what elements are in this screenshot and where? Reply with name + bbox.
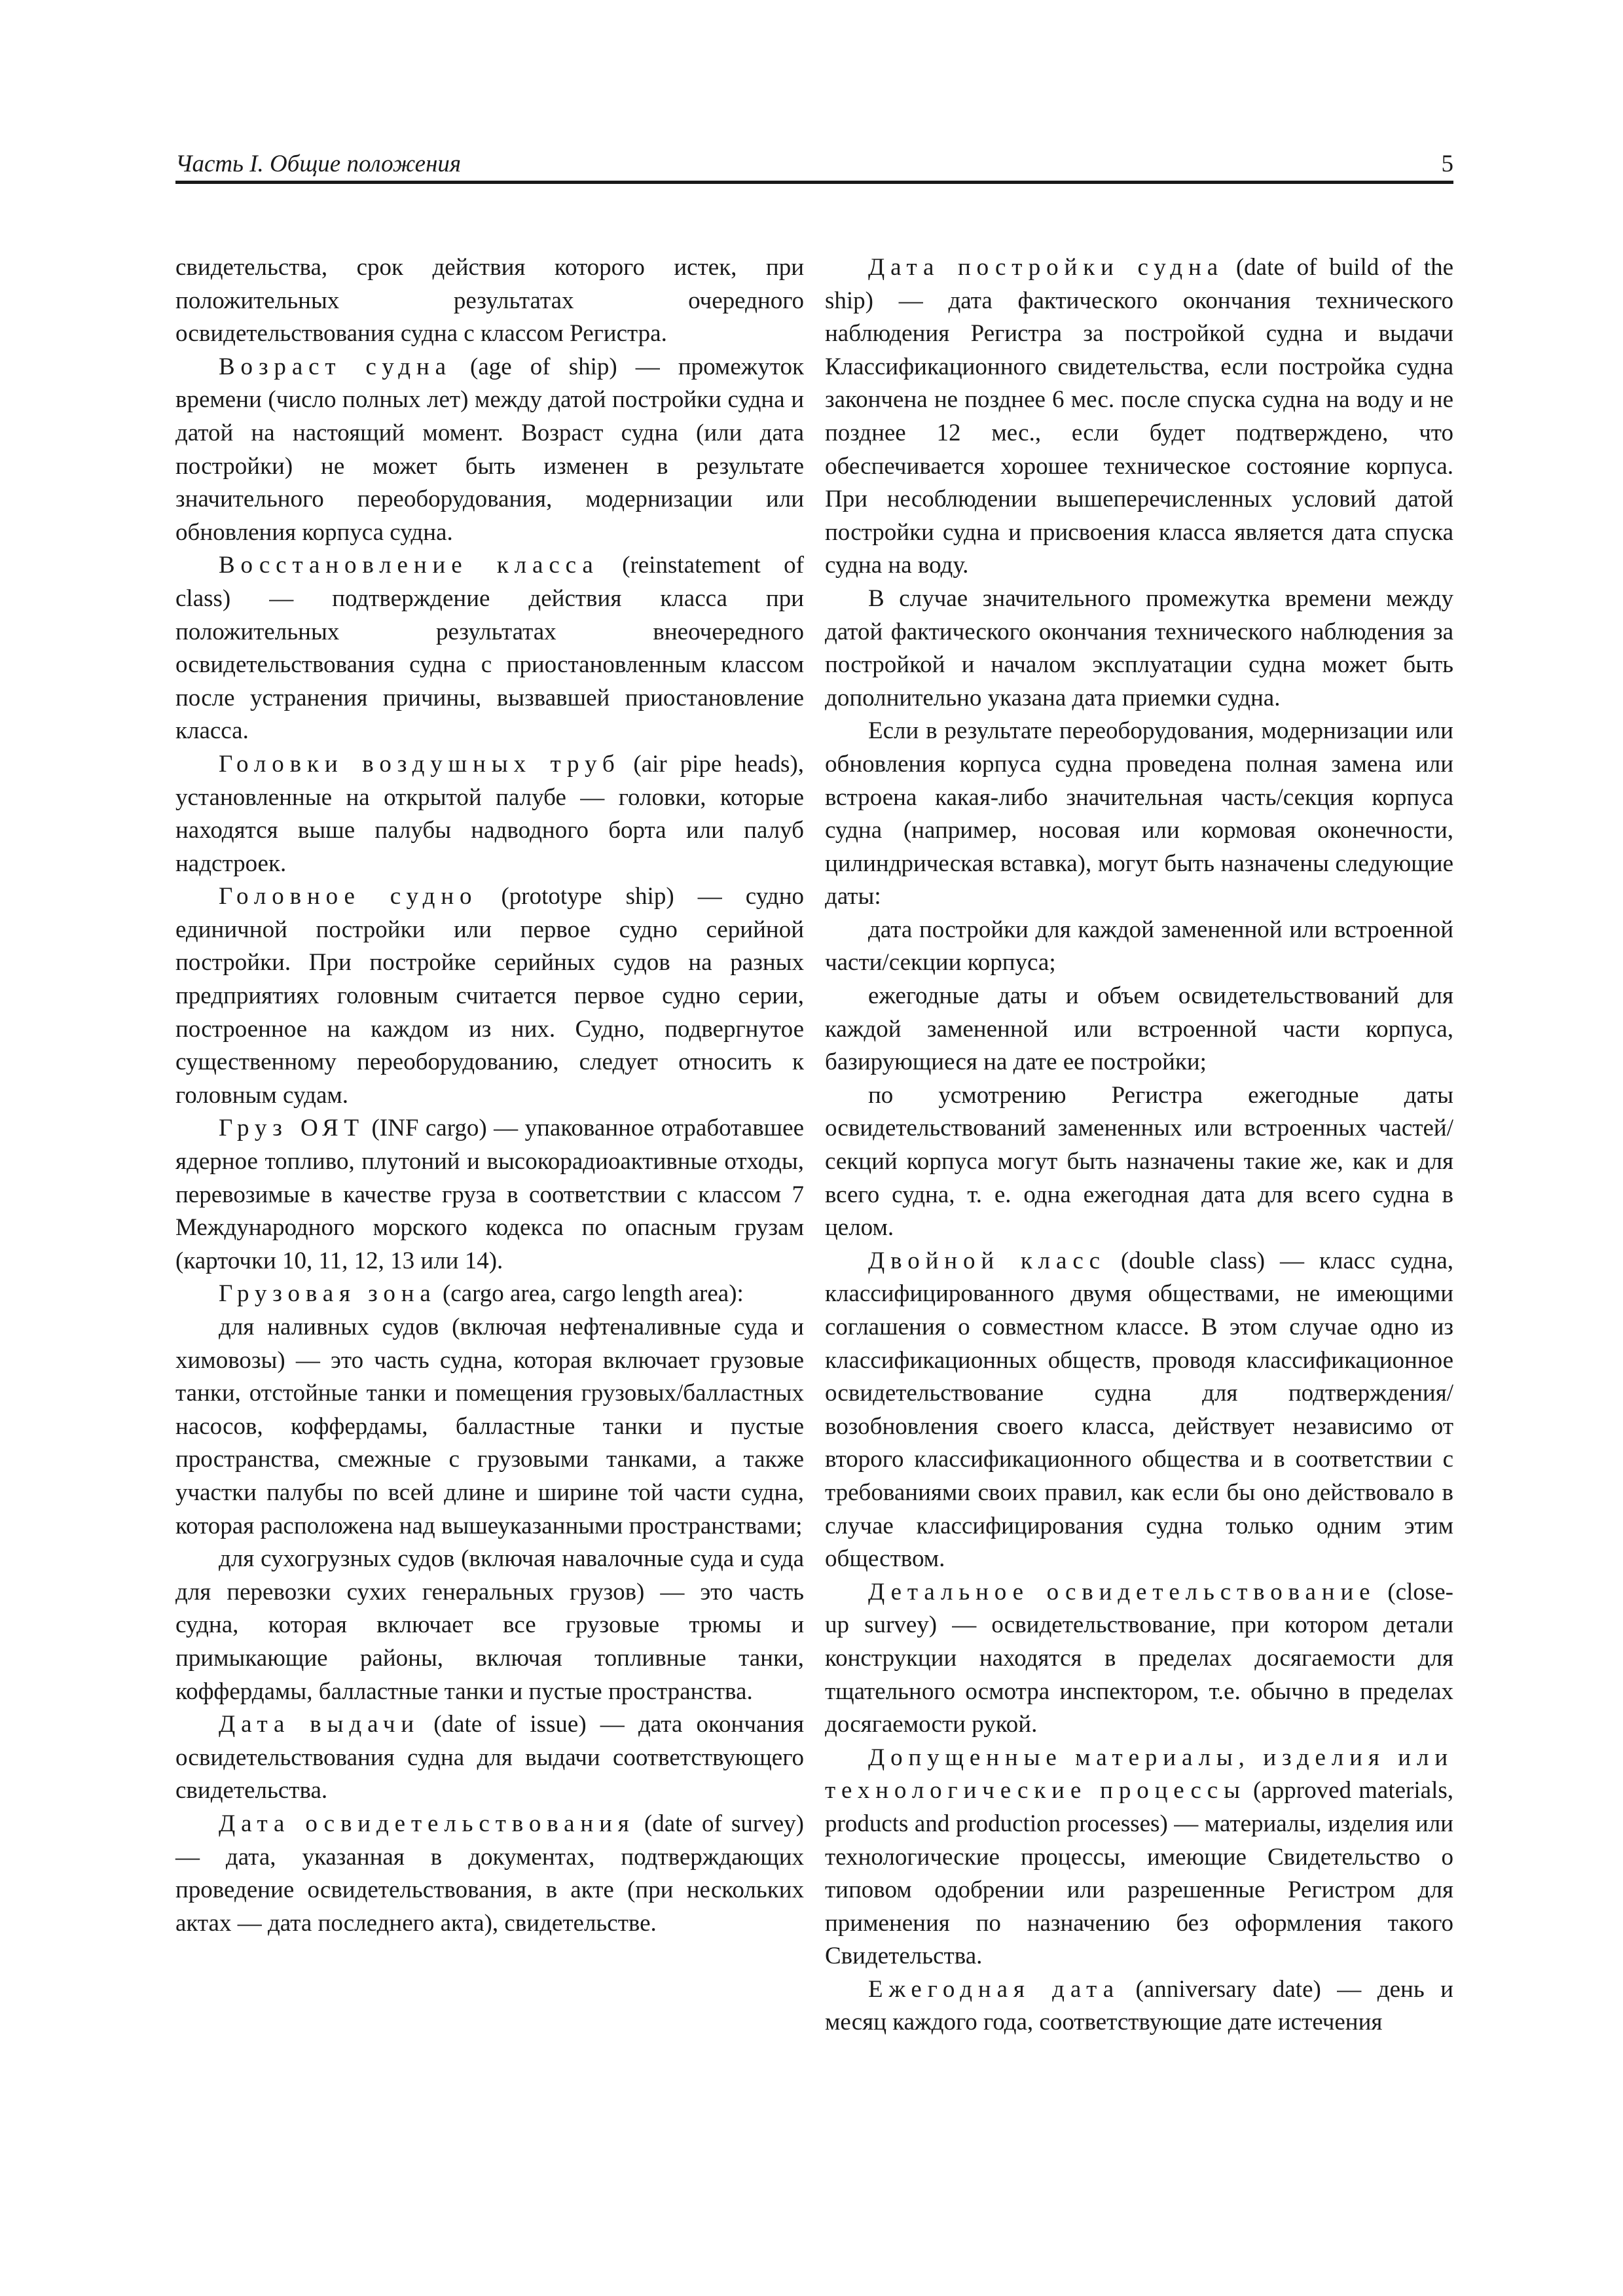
- paragraph: Головное судно (prototype ship) — судно единичной постройки или первое судно серийной постройки. При постройке серийных судов на разных предприятиях головным считается первое судно серии, построенное на каждом из них. Судно, подвергнутое существенному переоборудованию, следует относить к головным судам.: [175, 883, 805, 1109]
- paragraph: Допущенные материалы, изделия или технологические процессы (approved materials, products and production processes) — материалы, изделия или технологические процессы, имеющие Свидетельство о типовом одобрении или разрешенные Регистром для применения по назначению без оформления такого Свидетельства.: [825, 1744, 1454, 1970]
- term: Дата выдачи: [219, 1711, 420, 1738]
- section-title: Часть I. Общие положения: [175, 151, 462, 177]
- paragraph: Груз ОЯТ (INF cargo) — упакованное отработавшее ядерное топливо, плутоний и высокорадиоактивные отходы, перевозимые в качестве груза в соответствии с классом 7 Международного морского кодекса по опасным грузам (карточки 10, 11, 12, 13 или 14).: [175, 1115, 804, 1274]
- paragraph: для сухогрузных судов (включая навалочные суда и суда для перевозки сухих генеральных грузов) — это часть судна, которая включает все грузовые трюмы и примыкающие районы, включая топливные танки, коффердамы, балластные танки и пустые пространства.: [175, 1545, 804, 1705]
- term: Головное судно: [219, 883, 478, 910]
- paragraph: Головки воздушных труб (air pipe heads), установленные на открытой палубе — головки, которые находятся выше палубы надводного борта или палуб надстроек.: [175, 750, 804, 877]
- paragraph: Двойной класс (double class) — класс судна, классифицированного двумя обществами, не имеющими соглашения о совместном классе. В этом случае одно из классификационных обществ, проводя классификационное освидетельствование судна для подтверждения/возобновления своего класса, действует независимо от второго классификационного общества и в соответствии с требованиями своих правил, как если бы оно действовало в случае классифицирования судна только одним этим обществом.: [825, 1247, 1453, 1573]
- paragraph: Дата постройки судна (date of build of the ship) — дата фактического окончания технического наблюдения Регистра за постройкой судна и выдачи Классификационного свидетельства, если постройка судна закончена не позднее 6 мес. после спуска судна на воду и не позднее 12 мес., если будет подтверждено, что обеспечивается хорошее техническое состояние корпуса. При несоблюдении вышеперечисленных условий датой постройки судна и присвоения класса является дата спуска судна на воду.: [825, 254, 1453, 579]
- term: Дата постройки судна: [868, 254, 1224, 281]
- term: Головки воздушных труб: [219, 750, 621, 778]
- paragraph: Дата выдачи (date of issue) — дата окончания освидетельствования судна для выдачи соответствующего свидетельства.: [175, 1711, 804, 1804]
- paragraph: Дата освидетельствования (date of survey) — дата, указанная в документах, подтверждающих проведение освидетельствования, в акте (при нескольких актах — дата последнего акта), свидетельстве.: [175, 1810, 804, 1937]
- page-number: 5: [1441, 151, 1453, 177]
- paragraph: Грузовая зона (cargo area, cargo length area):: [219, 1280, 744, 1308]
- term: Восстановление класса: [219, 552, 599, 579]
- paragraph: ежегодные даты и объем освидетельствований для каждой замененной или встроенной части корпуса, базирующиеся на дате ее постройки;: [825, 982, 1453, 1076]
- paragraph: Детальное освидетельствование (close-up survey) — освидетельствование, при котором детали конструкции находятся в пределах досягаемости для тщательного осмотра инспектором, т.е. обычно в пределах досягаемости рукой.: [825, 1578, 1453, 1738]
- term: Детальное освидетельствование: [868, 1578, 1376, 1605]
- term: Дата освидетельствования: [219, 1810, 635, 1837]
- paragraph: для наливных судов (включая нефтеналивные суда и химовозы) — это часть судна, которая включает грузовые танки, отстойные танки и помещения грузовых/балластных насосов, коффердамы, балластные танки и пустые пространства, смежные с грузовыми танками, а также участки палубы по всей длине и ширине той части судна, которая расположена над вышеуказанными пространствами;: [175, 1314, 804, 1539]
- running-header: [175, 148, 1453, 184]
- term: Ежегодная дата: [868, 1975, 1120, 2003]
- term: Груз ОЯТ: [219, 1115, 365, 1142]
- paragraph: дата постройки для каждой замененной или встроенной части/секции корпуса;: [825, 916, 1453, 977]
- paragraph: свидетельства, срок действия которого истек, при положительных результатах очередного освидетельствования судна с классом Регистра.: [175, 254, 804, 348]
- paragraph: Возраст судна (age of ship) — промежуток времени (число полных лет) между датой постройки судна и датой на настоящий момент. Возраст судна (или дата постройки) не может быть изменен в результате значительного переоборудования, модернизации или обновления корпуса судна.: [175, 353, 804, 546]
- paragraph: В случае значительного промежутка времени между датой фактического окончания технического наблюдения за постройкой и началом эксплуатации судна может быть дополнительно указана дата приемки судна.: [825, 584, 1453, 711]
- paragraph: по усмотрению Регистра ежегодные даты освидетельствований замененных или встроенных частей/секций корпуса могут быть назначены такие же, как и для всего судна, т. е. одна ежегодная дата для всего судна в целом.: [825, 1081, 1453, 1242]
- paragraph: Восстановление класса (reinstatement of class) — подтверждение действия класса при положительных результатах внеочередного освидетельствования судна с приостановленным классом после устранения причины, вызвавшей приостановление класса.: [175, 552, 805, 745]
- left-column: [175, 251, 804, 1940]
- term: Двойной класс: [868, 1247, 1106, 1274]
- term: Допущенные материалы, изделия или технологические процессы: [825, 1744, 1453, 1804]
- paragraph: Если в результате переоборудования, модернизации или обновления корпуса судна проведена полная замена или встроена какая-либо значительная часть/секция корпуса судна (например, носовая или кормовая оконечности, цилиндрическая вставка), могут быть назначены следующие даты:: [825, 717, 1453, 910]
- term: Грузовая зона: [219, 1280, 437, 1308]
- paragraph: Ежегодная дата (anniversary date) — день и месяц каждого года, соответствующие дате истечения: [825, 1975, 1453, 2036]
- term: Возраст судна: [219, 353, 452, 380]
- right-column: [825, 251, 1453, 2039]
